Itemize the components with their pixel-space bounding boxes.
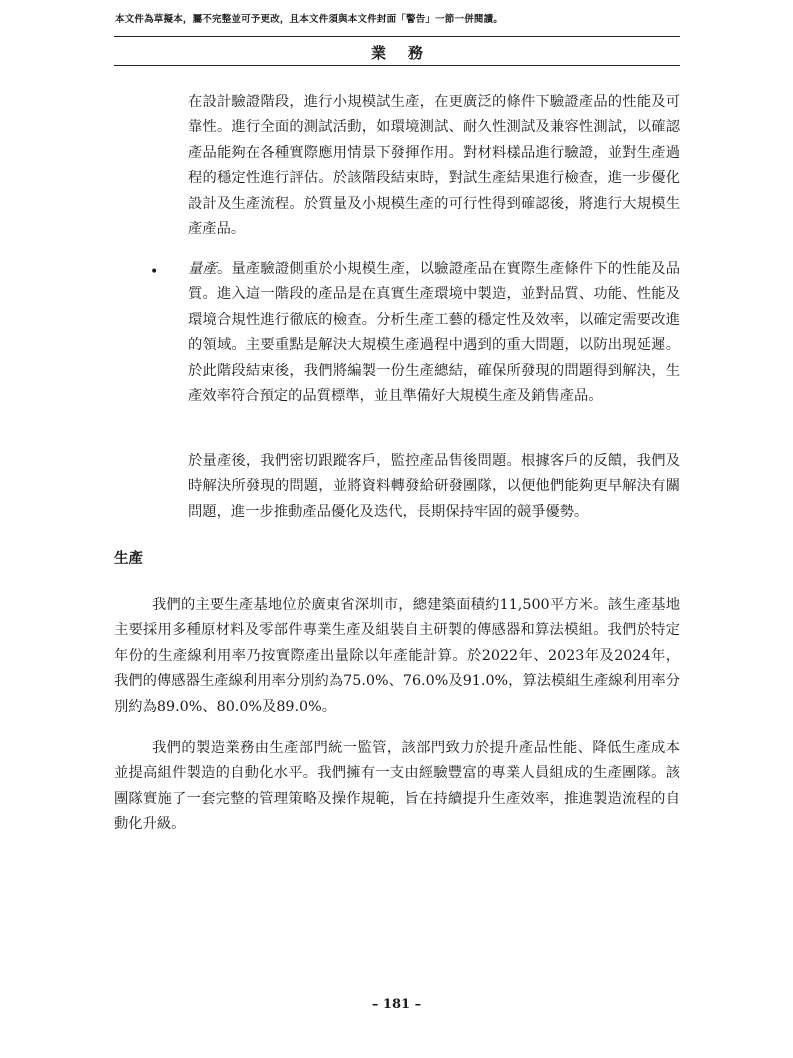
- header-rule-bottom: [114, 65, 680, 66]
- paragraph-production-base: 我們的主要生產基地位於廣東省深圳市，總建築面積約11,500平方米。該生產基地主要採用多種原材料及零部件專業生產及組裝自主研製的傳感器和算法模組。我們於特定年份的生產線利用率乃按實際產出量除以年產能計算。於2022年、2023年及2024年，我們的傳感器生產線利用率分別約為75.0%、76.0%及91.0%，算法模組生產線利用率分別約為89.0%、80.0%及89.0%。: [114, 597, 680, 715]
- paragraph-design-verification: 在設計驗證階段，進行小規模試生產，在更廣泛的條件下驗證產品的性能及可靠性。進行全面的測試活動，如環境測試、耐久性測試及兼容性測試，以確認產品能夠在各種實際應用情景下發揮作用。對材料樣品進行驗證，並對生產過程的穩定性進行評估。於該階段結束時，對試生產結果進行檢查，進一步優化設計及生產流程。於質量及小規模生產的可行性得到確認後，將進行大規模生產產品。: [188, 94, 680, 238]
- section-title: 業務: [370, 44, 445, 62]
- draft-notice: 本文件為草擬本，屬不完整並可予更改，且本文件須與本文件封面「警告」一節一併閱讀。: [115, 14, 504, 25]
- mass-production-text: 。量產驗證側重於小規模生產，以驗證產品在實際生產條件下的性能及品質。進入這一階段的產品是在真實生產環境中製造，並對品質、功能、性能及環境合規性進行徹底的檢查。分析生產工藝的穩定性及效率，以確定需要改進的領域。主要重點是解決大規模生產過程中遇到的重大問題，以防出現延遲。於此階段結束後，我們將編製一份生產總結，確保所發現的問題得到解決，生產效率符合預定的品質標準，並且準備好大規模生產及銷售產品。: [188, 261, 680, 405]
- production-heading: 生產: [114, 551, 143, 567]
- page-number: – 181 –: [371, 997, 422, 1012]
- header-rule-top: [114, 36, 680, 37]
- paragraph-mass-production: [188, 257, 680, 409]
- mass-production-label: 量產: [188, 261, 217, 277]
- paragraph-after-mass-production: 於量產後，我們密切跟蹤客戶，監控產品售後問題。根據客戶的反饋，我們及時解決所發現的問題，並將資料轉發給研發團隊，以便他們能夠更早解決有關問題，進一步推動產品優化及迭代，長期保持牢固的競爭優勢。: [188, 453, 680, 520]
- bullet-marker: •: [150, 264, 159, 280]
- paragraph-manufacturing: 我們的製造業務由生產部門統一監管，該部門致力於提升產品性能、降低生產成本並提高組件製造的自動化水平。我們擁有一支由經驗豐富的專業人員組成的生產團隊。該團隊實施了一套完整的管理策略及操作規範，旨在持續提升生產效率，推進製造流程的自動化升級。: [114, 740, 680, 833]
